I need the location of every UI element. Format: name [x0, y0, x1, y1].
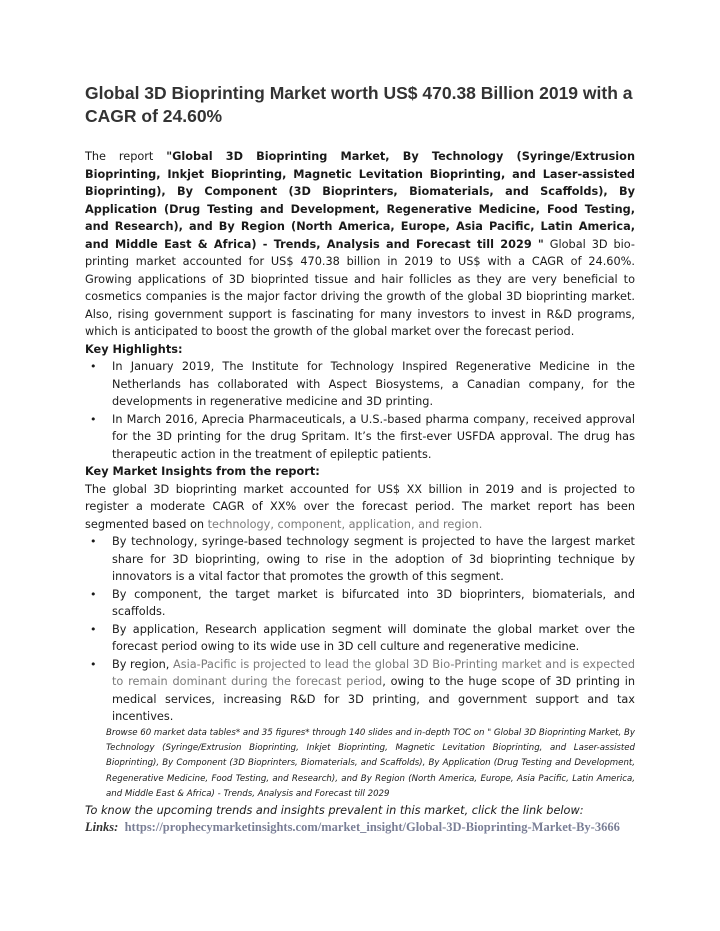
list-item: [85, 533, 635, 586]
list-item-text: By component, the target market is bifurcated into 3D bioprinters, biomaterials, and scaffolds.: [112, 587, 635, 618]
list-item-text: In January 2019, The Institute for Technology Inspired Regenerative Medicine in the Netherlands has collaborated with Aspect Biosystems, a Canadian company, for the developments in regenerative medicine and 3D printing.: [112, 360, 635, 408]
document-page: [85, 82, 635, 836]
document-body: [85, 148, 635, 726]
list-item: [85, 358, 635, 411]
links-label: Links:: [85, 819, 119, 834]
insights-text: The global 3D bioprinting market accounted for US$ XX billion in 2019 and is projected to register a moderate CAGR of XX% over the forecast period. The market report has been segmented based on: [85, 482, 635, 531]
bullet-icon: •: [90, 587, 97, 601]
bullet-icon: •: [90, 657, 97, 671]
list-item: [85, 411, 635, 464]
intro-body: Global 3D bio-printing market accounted for US$ 470.38 billion in 2019 to US$ with a CAGR of 24.60%. Growing applications of 3D bioprinted tissue and hair follicles as they are very beneficial to cosmetics companies is the major factor driving the growth of the global 3D bioprinting market. Also, rising government support is fascinating for many investors to invest in R&D programs, which is anticipated to boost the growth of the global market over the forecast period.: [85, 237, 635, 338]
list-item: [85, 656, 635, 726]
insights-paragraph: [85, 481, 635, 534]
insights-heading: Key Market Insights from the report:: [85, 465, 320, 478]
list-item: [85, 586, 635, 621]
browse-note: Browse 60 market data tables* and 35 figures* through 140 slides and in-depth TOC on " Global 3D Bioprinting Market, By Technology (Syringe/Extrusion Bioprinting, Inkjet Bioprinting, Magnetic Levitation Bioprinting, and Laser-assisted Bioprinting), By Component (3D Bioprinters, Biomaterials, and Scaffolds), By Application (Drug Testing and Development, Regenerative Medicine, Food Testing, and Research), and By Region (North America, Europe, Asia Pacific, Latin America, and Middle East & Africa) - Trends, Analysis and Forecast till 2029: [106, 727, 635, 800]
bullet-icon: •: [90, 535, 97, 548]
page-title: Global 3D Bioprinting Market worth US$ 470.38 Billion 2019 with a CAGR of 24.60%: [85, 83, 633, 126]
region-prefix: By region,: [112, 657, 173, 671]
list-item: [85, 621, 635, 656]
list-item-text: In March 2016, Aprecia Pharmaceuticals, a U.S.-based pharma company, received approval for the 3D printing for the drug Spritam. It’s the first-ever USFDA approval. The drug has therapeutic action in the treatment of epileptic patients.: [112, 412, 635, 461]
region-suffix: , owing to the huge scope of 3D printing in medical services, increasing R&D for 3D printing, and government support and tax incentives.: [112, 675, 635, 723]
bullet-icon: •: [90, 360, 97, 373]
list-item-text: By application, Research application segment will dominate the global market over the forecast period owing to its wide use in 3D cell culture and regenerative medicine.: [112, 622, 635, 653]
insights-list: [85, 533, 635, 726]
region-highlight: Asia-Pacific is projected to lead the global 3D Bio-Printing market and is expected to remain dominant during the forecast period: [112, 657, 635, 688]
call-to-action: To know the upcoming trends and insights prevalent in this market, click the link below:: [85, 803, 584, 817]
segments-text: technology, component, application, and region.: [207, 517, 483, 531]
links-line: [85, 819, 635, 836]
key-highlights-list: [85, 358, 635, 463]
intro-paragraph: [85, 148, 635, 341]
bullet-icon: •: [90, 622, 97, 636]
key-highlights-heading: Key Highlights:: [85, 342, 183, 356]
bullet-icon: •: [90, 412, 97, 426]
report-title: "Global 3D Bioprinting Market, By Technology (Syringe/Extrusion Bioprinting, Inkjet Bioprinting, Magnetic Levitation Bioprinting, and Laser-assisted Bioprinting), By Component (3D Bioprinters, Biomaterials, and Scaffolds), By Application (Drug Testing and Development, Regenerative Medicine, Food Testing, and Research), and By Region (North America, Europe, Asia Pacific, Latin America, and Middle East & Africa) - Trends, Analysis and Forecast till 2029 ": [85, 150, 635, 251]
list-item-text: By technology, syringe-based technology segment is projected to have the largest market share for 3D bioprinting, owing to rise in the adoption of 3d bioprinting technique by innovators is a vital factor that promotes the growth of this segment.: [112, 535, 635, 583]
intro-prefix: The report: [85, 150, 167, 163]
market-link[interactable]: https://prophecymarketinsights.com/market_insight/Global-3D-Bioprinting-Market-By-3666: [124, 819, 620, 834]
